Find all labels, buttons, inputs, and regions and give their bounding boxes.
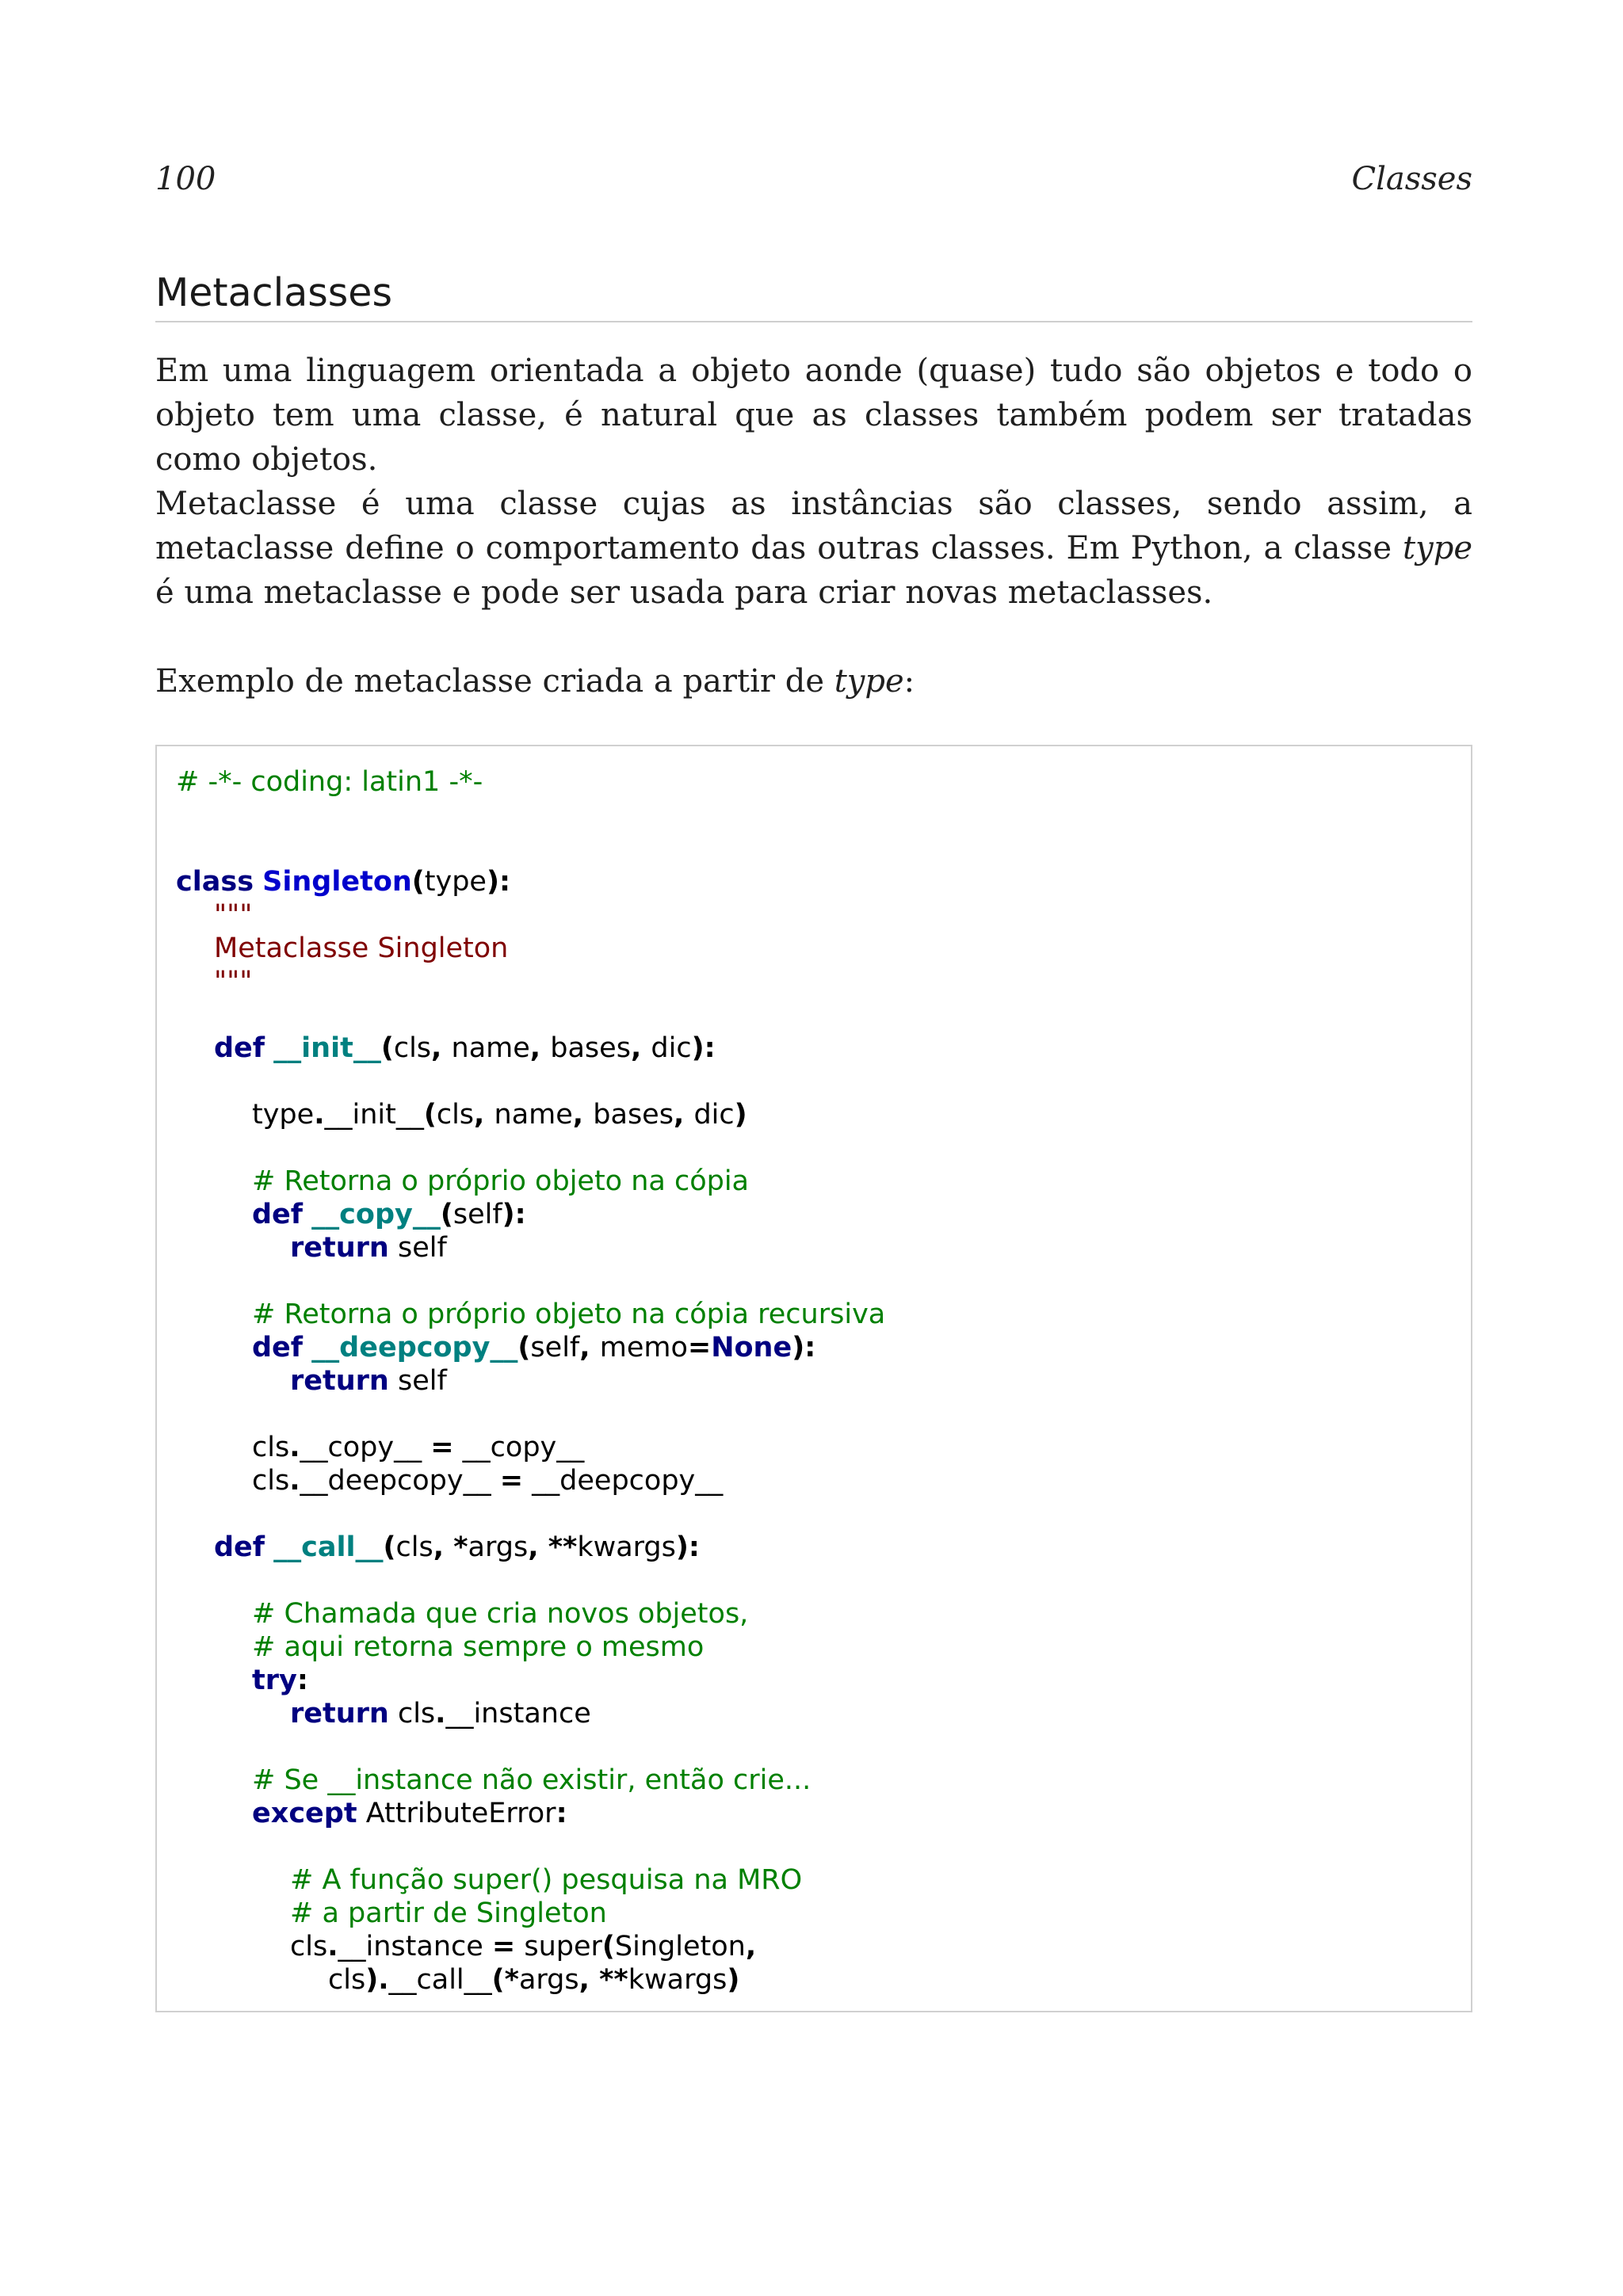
code-name: bases [550, 1032, 631, 1064]
code-line [290, 1930, 756, 1963]
code-name: cls [252, 1465, 290, 1497]
code-name: kwargs [577, 1531, 676, 1563]
code-function-name: __copy__ [311, 1199, 441, 1230]
code-operator: : [296, 1665, 308, 1696]
code-line [252, 1165, 749, 1198]
code-name: __instance [445, 1698, 591, 1730]
code-operator: ** [599, 1964, 628, 1996]
code-operator: , [431, 1032, 452, 1064]
code-line [252, 1198, 526, 1231]
code-operator: ( [601, 1931, 615, 1962]
code-function-name: __deepcopy__ [311, 1332, 518, 1363]
code-name: __copy__ [300, 1432, 431, 1463]
code-name: super [515, 1931, 602, 1962]
code-operator: . [435, 1698, 446, 1730]
code-line [214, 965, 252, 998]
code-line [328, 1963, 739, 1997]
code-comment: # A função super() pesquisa na MRO [290, 1864, 803, 1896]
code-string: """ [214, 899, 253, 931]
code-operator: (* [491, 1964, 519, 1996]
code-line [176, 865, 510, 898]
code-keyword: def [214, 1531, 265, 1563]
code-keyword: def [252, 1199, 304, 1230]
code-keyword: try [252, 1665, 297, 1696]
paragraph-text: : [903, 663, 915, 700]
code-name: type [252, 1099, 315, 1131]
code-operator: = [430, 1432, 454, 1463]
code-name: self [453, 1199, 502, 1230]
code-operator: : [556, 1798, 567, 1829]
code-listing [155, 745, 1472, 2012]
code-line [176, 765, 483, 799]
code-operator: , [579, 1964, 600, 1996]
code-operator: ) [727, 1964, 740, 1996]
code-name: type [424, 866, 487, 898]
code-name: cls [395, 1531, 433, 1563]
code-name: __deepcopy__ [523, 1465, 724, 1497]
code-operator: ): [675, 1531, 700, 1563]
code-name: cls [388, 1698, 436, 1730]
code-keyword: def [252, 1332, 304, 1363]
code-line [252, 1431, 584, 1464]
code-name: args [518, 1964, 579, 1996]
code-operator: ( [383, 1531, 396, 1563]
code-name: bases [593, 1099, 674, 1131]
code-operator: = [491, 1931, 516, 1962]
code-name: cls [290, 1931, 328, 1962]
code-operator: ): [792, 1332, 816, 1363]
code-operator: ( [517, 1332, 531, 1363]
code-keyword: return [290, 1232, 389, 1264]
code-keyword: class [176, 866, 254, 898]
code-operator: = [499, 1465, 524, 1497]
paragraph-intro: Em uma linguagem orientada a objeto aonde (quase) tudo são objetos e todo o objeto tem uma classe, é natural que as classes também podem ser tratadas como objetos. [155, 353, 1472, 478]
code-line [214, 1032, 716, 1065]
code-line [290, 1863, 802, 1897]
code-operator: . [289, 1432, 300, 1463]
code-operator: ( [423, 1099, 437, 1131]
code-operator: , [572, 1099, 594, 1131]
code-name: memo [599, 1332, 688, 1363]
code-line [252, 1664, 308, 1697]
code-comment: # Retorna o próprio objeto na cópia recursiva [252, 1299, 886, 1330]
code-name: __init__ [324, 1099, 424, 1131]
code-name: __copy__ [453, 1432, 585, 1463]
code-line [214, 1531, 700, 1564]
paragraph-metaclass-definition [155, 482, 1472, 615]
code-operator: . [314, 1099, 325, 1131]
code-name: cls [252, 1432, 290, 1463]
code-name: self [388, 1365, 447, 1397]
code-operator: = [687, 1332, 712, 1363]
code-keyword: def [214, 1032, 265, 1064]
code-name: __instance [338, 1931, 492, 1962]
code-operator: . [289, 1465, 300, 1497]
code-keyword: except [252, 1798, 357, 1829]
code-operator: ). [365, 1964, 389, 1996]
code-keyword: None [711, 1332, 792, 1363]
code-function-name: __init__ [273, 1032, 381, 1064]
page-header [155, 155, 1472, 203]
code-operator: ( [380, 1032, 394, 1064]
code-line [252, 1331, 815, 1364]
code-operator: ): [502, 1199, 526, 1230]
code-operator: ): [691, 1032, 716, 1064]
code-line [252, 1797, 567, 1830]
code-line [252, 1764, 811, 1797]
code-comment: # Se __instance não existir, então crie... [252, 1764, 812, 1796]
code-name: self [388, 1232, 447, 1264]
code-comment: # -*- coding: latin1 -*- [176, 766, 483, 798]
code-line [214, 898, 252, 932]
code-operator: , [528, 1531, 548, 1563]
code-line [252, 1597, 748, 1630]
code-name: AttributeError [357, 1798, 556, 1829]
code-name: dic [693, 1099, 735, 1131]
code-operator: * [453, 1531, 468, 1563]
code-name: name [494, 1099, 573, 1131]
code-string: """ [214, 966, 253, 997]
code-name: kwargs [628, 1964, 727, 1996]
code-string: Metaclasse Singleton [214, 933, 509, 964]
code-operator: ): [486, 866, 510, 898]
running-title: Classes [1351, 161, 1472, 197]
paragraph-text: Metaclasse é uma classe cujas as instâncias são classes, sendo assim, a metaclasse define o comportamento das outras classes. Em Python, a classe [155, 486, 1472, 566]
code-operator: ) [734, 1099, 747, 1131]
emphasis-type: type [1403, 530, 1472, 566]
code-operator: , [745, 1931, 757, 1962]
code-operator: , [474, 1099, 495, 1131]
code-name: cls [436, 1099, 475, 1131]
code-operator: ( [440, 1199, 453, 1230]
code-function-name: __call__ [273, 1531, 384, 1563]
code-line [252, 1630, 704, 1664]
code-operator: , [529, 1032, 551, 1064]
code-name: name [451, 1032, 530, 1064]
code-name: cls [328, 1964, 366, 1996]
code-line [252, 1464, 723, 1497]
code-name: __call__ [388, 1964, 492, 1996]
emphasis-type: type [834, 663, 904, 700]
paragraph-text: Exemplo de metaclasse criada a partir de [155, 663, 834, 700]
code-operator: , [630, 1032, 651, 1064]
code-operator: , [433, 1531, 454, 1563]
code-line [252, 1098, 747, 1131]
code-name: cls [393, 1032, 432, 1064]
code-line [290, 1364, 447, 1398]
code-operator: ( [411, 866, 425, 898]
code-comment: # Retorna o próprio objeto na cópia [252, 1165, 750, 1197]
code-name: self [530, 1332, 580, 1363]
code-name: __deepcopy__ [300, 1465, 500, 1497]
code-name: Singleton [614, 1931, 746, 1962]
section-title: Metaclasses [155, 265, 1472, 322]
code-keyword: return [290, 1365, 389, 1397]
code-operator: , [673, 1099, 694, 1131]
code-line [214, 932, 508, 965]
code-operator: , [579, 1332, 600, 1363]
code-comment: # Chamada que cria novos objetos, [252, 1598, 749, 1630]
code-operator: . [327, 1931, 338, 1962]
code-line [290, 1231, 447, 1264]
code-line [252, 1298, 885, 1331]
code-line [290, 1697, 591, 1730]
code-keyword: return [290, 1698, 389, 1730]
code-operator: ** [548, 1531, 578, 1563]
page-number: 100 [155, 161, 216, 197]
code-class-name: Singleton [262, 866, 412, 898]
code-name: args [468, 1531, 529, 1563]
paragraph-example-intro [155, 659, 1472, 704]
code-comment: # aqui retorna sempre o mesmo [252, 1631, 705, 1663]
code-comment: # a partir de Singleton [290, 1897, 607, 1929]
code-name: dic [651, 1032, 692, 1064]
paragraph-text: é uma metaclasse e pode ser usada para criar novas metaclasses. [155, 574, 1213, 611]
code-line [290, 1897, 607, 1930]
